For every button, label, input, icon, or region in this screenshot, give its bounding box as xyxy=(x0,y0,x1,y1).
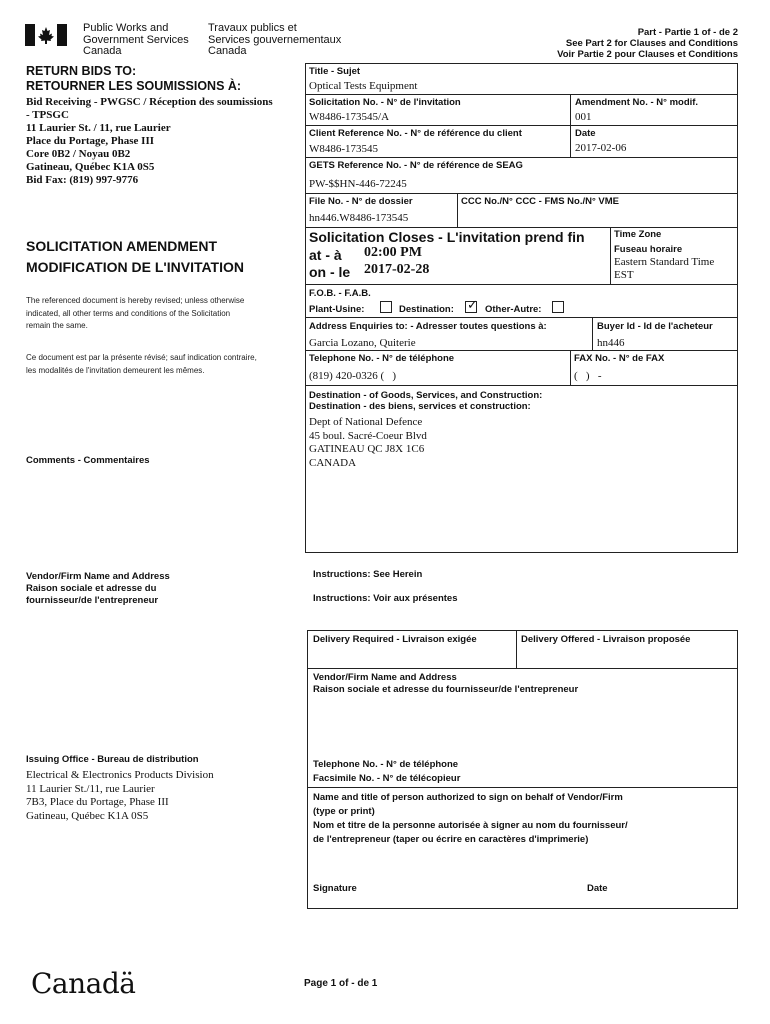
delivery-required-label: Delivery Required - Livraison exigée xyxy=(313,634,477,645)
fax-value: ( ) - xyxy=(574,370,602,382)
part-indicator: Part - Partie 1 of - de 2 See Part 2 for Clauses and Conditions Voir Partie 2 pour Clauses et Conditions xyxy=(557,27,738,60)
telephone-value: (819) 420-0326 ( ) xyxy=(309,370,397,382)
time-zone-label: Time Zone Fuseau horaire xyxy=(614,229,683,255)
destination-checkbox[interactable] xyxy=(465,298,478,313)
destination-fob-label: Destination: xyxy=(399,304,454,315)
amendment-no-label: Amendment No. - N° modif. xyxy=(575,97,699,108)
ccc-label: CCC No./N° CCC - FMS No./N° VME xyxy=(461,196,620,207)
closes-time-value: 02:00 PM xyxy=(364,245,422,260)
issuing-office-label: Issuing Office - Bureau de distribution xyxy=(26,754,199,765)
solicitation-value: W8486-173545/A xyxy=(309,111,390,123)
date-value: 2017-02-06 xyxy=(575,142,627,154)
telephone-label: Telephone No. - N° de téléphone xyxy=(309,353,455,364)
return-bids-address: Bid Receiving - PWGSC / Réception des soumissions - TPSGC 11 Laurier St. / 11, rue Laurier Place du Portage, Phase III Core 0B2 / Noyau 0B2 Gatineau, Québec K1A 0S5 Bid Fax: (819) 997-9776 xyxy=(26,96,273,186)
destination-goods-label: Destination - of Goods, Services, and Construction: Destination - des biens, services et construction: xyxy=(309,390,543,412)
time-zone-value: Eastern Standard Time EST xyxy=(614,256,715,281)
file-no-label: File No. - N° de dossier xyxy=(309,196,413,207)
gets-value: PW-$$HN-446-72245 xyxy=(309,178,407,190)
other-autre-label: Other-Autre: xyxy=(485,304,542,315)
delivery-offered-label: Delivery Offered - Livraison proposée xyxy=(521,634,691,645)
page-number: Page 1 of - de 1 xyxy=(304,978,378,989)
authorized-person-label: Name and title of person authorized to sign on behalf of Vendor/Firm (type or print) Nom et titre de la personne autorisée à signer au nom du fournisseur/ de l'entrepreneur (taper ou écrire en caractères d'imprimerie) xyxy=(313,792,628,845)
date-label: Date xyxy=(575,128,596,139)
vendor-firm-label-left: Vendor/Firm Name and Address Raison sociale et adresse du fournisseur/de l'entrepreneur xyxy=(26,571,170,606)
plant-usine-label: Plant-Usine: xyxy=(309,304,365,315)
gets-label: GETS Reference No. - N° de référence de SEAG xyxy=(309,160,523,171)
solicitation-closes-label: Solicitation Closes - L'invitation prend fin xyxy=(309,229,585,245)
closes-at-label: at - à xyxy=(309,247,342,263)
department-name-fr: Travaux publics et Services gouvernementaux Canada xyxy=(208,22,342,57)
title-label: Title - Sujet xyxy=(309,66,361,77)
amendment-note-en: The referenced document is hereby revised; unless otherwise indicated, all other terms and conditions of the Solicitation remain the same. xyxy=(26,296,245,330)
fob-label: F.O.B. - F.A.B. xyxy=(309,288,371,299)
fax-label: FAX No. - N° de FAX xyxy=(574,353,665,364)
amendment-no-value: 001 xyxy=(575,111,592,123)
buyer-id-value: hn446 xyxy=(597,337,625,349)
signature-label: Signature xyxy=(313,883,357,894)
instructions-fr: Instructions: Voir aux présentes xyxy=(313,593,458,604)
issuing-office-address: Electrical & Electronics Products Division 11 Laurier St./11, rue Laurier 7B3, Place du Portage, Phase III Gatineau, Québec K1A 0S5 xyxy=(26,769,214,822)
client-ref-label: Client Reference No. - N° de référence du client xyxy=(309,128,522,139)
canada-flag-logo xyxy=(25,24,67,46)
check-mark-icon: ✓ xyxy=(467,298,478,313)
plant-usine-checkbox[interactable] xyxy=(380,301,392,313)
closes-on-label: on - le xyxy=(309,264,351,280)
amendment-title: SOLICITATION AMENDMENT MODIFICATION DE L'INVITATION xyxy=(26,238,244,275)
signature-date-label: Date xyxy=(587,883,608,894)
vendor-telephone-label: Telephone No. - N° de téléphone Facsimile No. - N° de télécopieur xyxy=(313,759,461,784)
enquiries-label: Address Enquiries to: - Adresser toutes questions à: xyxy=(309,321,547,332)
other-autre-checkbox[interactable] xyxy=(552,301,564,313)
canada-wordmark: Canadä xyxy=(31,967,136,1000)
client-ref-value: W8486-173545 xyxy=(309,143,379,155)
destination-goods-address: Dept of National Defence 45 boul. Sacré-Coeur Blvd GATINEAU QC J8X 1C6 CANADA xyxy=(309,416,427,469)
return-bids-title: RETURN BIDS TO: RETOURNER LES SOUMISSIONS À: xyxy=(26,64,242,93)
closes-date-value: 2017-02-28 xyxy=(364,262,430,277)
title-value: Optical Tests Equipment xyxy=(309,80,418,92)
instructions-en: Instructions: See Herein xyxy=(313,569,423,580)
amendment-note-fr: Ce document est par la présente révisé; sauf indication contraire, les modalités de l'invitation demeurent les mêmes. xyxy=(26,353,257,375)
comments-label: Comments - Commentaires xyxy=(26,455,150,466)
solicitation-label: Solicitation No. - N° de l'invitation xyxy=(309,97,461,108)
department-name-en: Public Works and Government Services Canada xyxy=(83,22,189,57)
buyer-id-label: Buyer Id - Id de l'acheteur xyxy=(597,321,713,332)
vendor-firm-label-right: Vendor/Firm Name and Address Raison sociale et adresse du fournisseur/de l'entrepreneur xyxy=(313,672,579,695)
file-no-value: hn446.W8486-173545 xyxy=(309,212,409,224)
enquiries-value: Garcia Lozano, Quiterie xyxy=(309,337,416,349)
